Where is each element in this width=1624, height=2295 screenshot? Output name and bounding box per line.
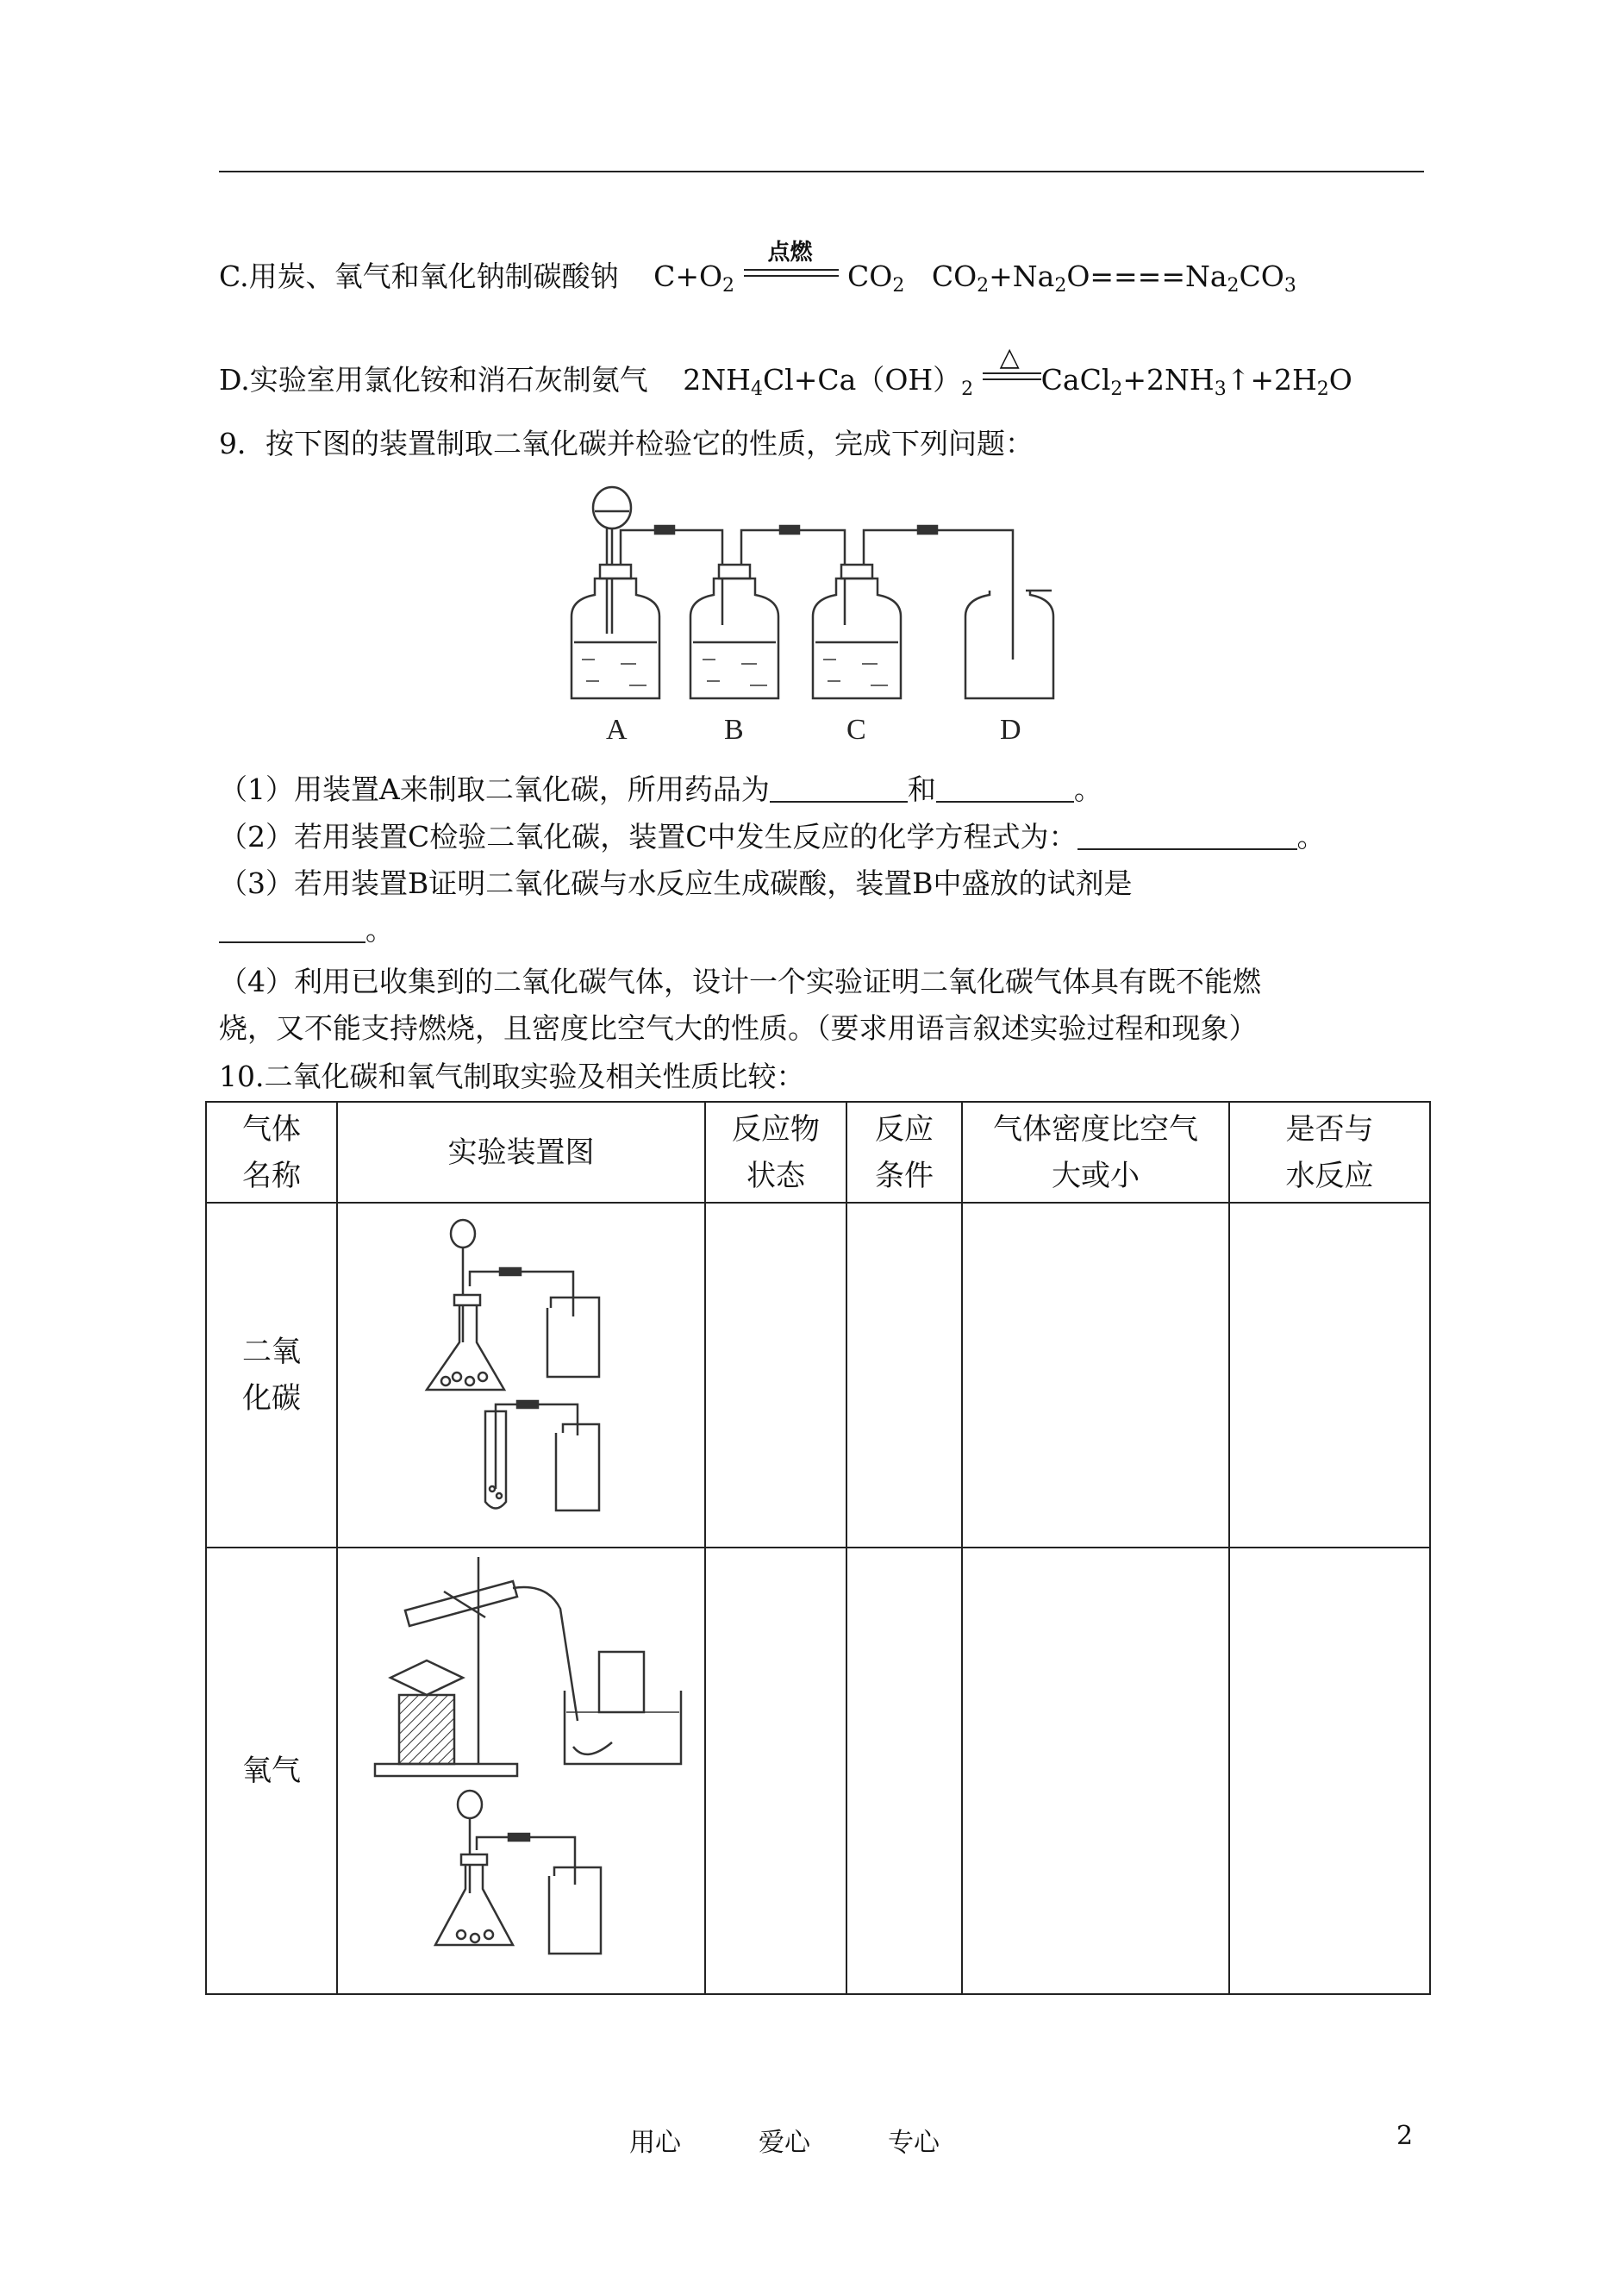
q9-part-4-line-2: 烧，又不能支持燃烧，且密度比空气大的性质。（要求用语言叙述实验过程和现象）	[219, 1011, 1258, 1045]
header-conditions: 反应 条件	[846, 1102, 962, 1203]
header-apparatus: 实验装置图	[337, 1102, 705, 1203]
comparison-table	[205, 1101, 1431, 1995]
q9-part-2-end: 。	[1296, 820, 1326, 854]
o2-conditions-cell[interactable]	[846, 1548, 962, 1994]
co2-density-cell[interactable]	[962, 1203, 1229, 1548]
apparatus-label-c: C	[846, 714, 866, 746]
header-reactant-state: 反应物 状态	[705, 1102, 846, 1203]
q9-part-3-end: 。	[365, 913, 394, 947]
option-d-equation: $2NH_4Cl+Ca(OH)_2$ △ $CaCl_2+2NH_3↑+2H_2O$	[683, 363, 1352, 397]
q9-part-1-text: （1）用装置A来制取二氧化碳，所用药品为	[219, 772, 770, 806]
option-d-label: D.实验室用氯化铵和消石灰制氨气	[219, 363, 648, 397]
co2-apparatus-cell	[337, 1203, 705, 1548]
co2-water-cell[interactable]	[1229, 1203, 1430, 1548]
table-header-row	[206, 1102, 1430, 1203]
o2-density-cell[interactable]	[962, 1548, 1229, 1994]
answer-blank[interactable]	[1077, 822, 1297, 850]
header-density: 气体密度比空气 大或小	[962, 1102, 1229, 1203]
q9-part-1-end: 。	[1073, 772, 1102, 806]
answer-blank[interactable]	[219, 916, 365, 943]
o2-apparatus-figure	[340, 1548, 703, 1979]
q10-title: 10.二氧化碳和氧气制取实验及相关性质比较：	[219, 1060, 805, 1093]
table-row	[206, 1203, 1430, 1548]
option-c	[219, 240, 1296, 304]
footer-motto: 用心 爱心 专心	[629, 2128, 940, 2158]
q9-apparatus-figure	[560, 478, 1095, 746]
o2-state-cell[interactable]	[705, 1548, 846, 1994]
q9-part-4-line-1: （4）利用已收集到的二氧化碳气体，设计一个实验证明二氧化碳气体具有既不能燃	[219, 965, 1261, 998]
header-rule	[219, 171, 1424, 172]
option-d	[219, 342, 1352, 408]
header-gas-name: 气体 名称	[206, 1102, 337, 1203]
option-c-label: C.用炭、氧气和氧化钠制碳酸钠	[219, 260, 619, 293]
q9-part-1-and: 和	[907, 772, 936, 806]
co2-conditions-cell[interactable]	[846, 1203, 962, 1548]
apparatus-label-a: A	[606, 714, 628, 746]
answer-blank[interactable]	[770, 775, 908, 803]
o2-apparatus-cell	[337, 1548, 705, 1994]
page-number: 2	[1396, 2121, 1414, 2151]
option-d-condition: △	[999, 342, 1020, 372]
q9-part-2-text: （2）若用装置C检验二氧化碳，装置C中发生反应的化学方程式为：	[219, 820, 1077, 854]
option-c-equation: $C+O_2$ 点燃 $CO_2$ $CO_2+Na_2O====Na_2CO_3$	[653, 260, 1296, 293]
apparatus-label-b: B	[724, 714, 744, 746]
row-label-co2: 二氧 化碳	[206, 1203, 337, 1548]
answer-blank[interactable]	[936, 775, 1074, 803]
o2-water-cell[interactable]	[1229, 1548, 1430, 1994]
q9-part-1	[219, 772, 1102, 808]
co2-apparatus-figure	[392, 1204, 651, 1532]
option-c-condition: 点燃	[767, 240, 813, 266]
apparatus-label-d: D	[1000, 714, 1021, 746]
q9-part-3: （3）若用装置B证明二氧化碳与水反应生成碳酸，装置B中盛放的试剂是	[219, 866, 1133, 900]
row-label-o2: 氧气	[206, 1548, 337, 1994]
q9-part-3-cont	[219, 912, 394, 948]
header-reacts-with-water: 是否与 水反应	[1229, 1102, 1430, 1203]
table-row	[206, 1548, 1430, 1994]
q9-title: 9．按下图的装置制取二氧化碳并检验它的性质，完成下列问题：	[219, 427, 1034, 460]
co2-state-cell[interactable]	[705, 1203, 846, 1548]
q9-part-2	[219, 819, 1326, 855]
